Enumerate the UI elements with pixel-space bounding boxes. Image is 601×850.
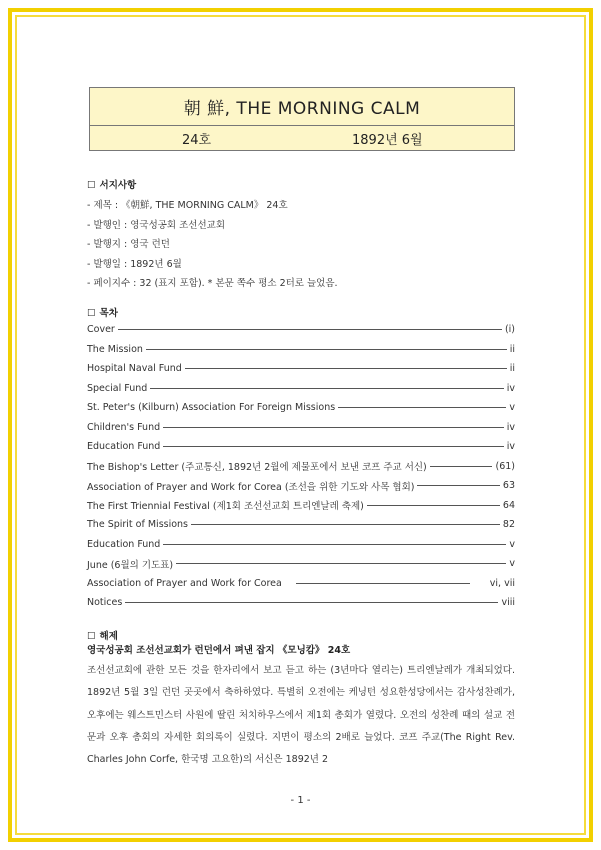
checkbox-icon: ☐ bbox=[87, 308, 96, 319]
toc-leader bbox=[417, 485, 499, 486]
toc-entry-title: Special Fund bbox=[87, 382, 148, 394]
bibliography-heading-label: 서지사항 bbox=[99, 180, 137, 191]
toc-entry-title: Cover bbox=[87, 324, 115, 336]
issue-date: 1892년 6월 bbox=[352, 132, 423, 148]
checkbox-icon: ☐ bbox=[87, 180, 96, 191]
toc-entry-title: Education Fund bbox=[87, 441, 161, 453]
toc-entry-page: 64 bbox=[502, 499, 515, 511]
toc-entry-title: The Spirit of Missions bbox=[87, 519, 189, 531]
title-box bbox=[89, 87, 515, 151]
toc-entry bbox=[87, 593, 515, 613]
bibliography-heading bbox=[87, 177, 136, 191]
toc-entry-page: iv bbox=[506, 421, 515, 433]
commentary-heading-label: 해제 bbox=[99, 631, 118, 642]
toc-entry-page: iv bbox=[506, 382, 515, 394]
table-of-contents bbox=[87, 320, 515, 613]
commentary-body: 조선선교회에 관한 모든 것을 한자리에서 보고 듣고 하는 (3년마다 열리는) 트리엔날레가 개최되었다. 1892년 5월 3일 런던 곳곳에서 축하하였다. 특별히 오전에는 케닝턴 성요한성당에서는 감사성찬례가, 오후에는 웨스트민스터 사원에 딸린 처치하우스에서 제1회 총회가 열렸다. 오전의 성찬례 때의 설교 전문과 오후 총회의 자세한 회의록이 실렸다. 지면이 평소의 2배로 늘었다. 코프 주교(The Right Rev. Charles John Corfe, 한국명 고요한)의 서신은 1892년 2 bbox=[87, 665, 515, 766]
toc-leader bbox=[163, 427, 504, 428]
checkbox-icon: ☐ bbox=[87, 631, 96, 642]
toc-leader bbox=[296, 583, 470, 584]
document-title: 朝 鮮, THE MORNING CALM bbox=[90, 88, 514, 126]
toc-entry-page: v bbox=[509, 558, 515, 570]
toc-entry bbox=[87, 398, 515, 418]
toc-entry-title: Education Fund bbox=[87, 538, 161, 550]
toc-leader bbox=[163, 544, 506, 545]
page-number: - 1 - bbox=[290, 795, 311, 806]
toc-entry bbox=[87, 340, 515, 360]
title-subrow bbox=[90, 126, 514, 150]
toc-entry bbox=[87, 574, 515, 594]
toc-leader bbox=[125, 602, 498, 603]
toc-entry-page: ii bbox=[509, 343, 515, 355]
toc-heading bbox=[87, 305, 118, 319]
toc-entry-page: vi, vii bbox=[489, 577, 515, 589]
commentary-title: 영국성공회 조선선교회가 런던에서 펴낸 잡지 《모닝캄》 24호 bbox=[87, 645, 351, 656]
toc-entry-page: (i) bbox=[504, 324, 515, 336]
bibliography-item: - 제목 : 《朝鮮, THE MORNING CALM》 24호 bbox=[87, 200, 288, 211]
bibliography-item: - 발행일 : 1892년 6월 bbox=[87, 258, 182, 270]
toc-entry-title: St. Peter's (Kilburn) Association For Foreign Missions bbox=[87, 402, 336, 414]
toc-leader bbox=[118, 329, 502, 330]
toc-entry-title: The Bishop's Letter (주교통신, 1892년 2월에 제물포에서 보낸 코프 주교 서신) bbox=[87, 462, 427, 474]
toc-entry bbox=[87, 515, 515, 535]
toc-entry bbox=[87, 418, 515, 438]
toc-entry-page: 82 bbox=[502, 519, 515, 531]
toc-entry-page: v bbox=[509, 538, 515, 550]
toc-leader bbox=[146, 349, 507, 350]
toc-entry bbox=[87, 320, 515, 340]
toc-leader bbox=[338, 407, 506, 408]
toc-entry bbox=[87, 437, 515, 457]
toc-entry-page: iv bbox=[506, 441, 515, 453]
toc-entry-title: The Mission bbox=[87, 343, 143, 355]
toc-entry-page: viii bbox=[501, 597, 515, 609]
commentary-heading bbox=[87, 628, 118, 642]
toc-entry bbox=[87, 457, 515, 477]
toc-entry-page: ii bbox=[509, 363, 515, 375]
bibliography-list bbox=[87, 196, 338, 294]
toc-entry bbox=[87, 359, 515, 379]
toc-entry-title: June (6월의 기도표) bbox=[87, 559, 174, 571]
toc-entry bbox=[87, 496, 515, 516]
toc-entry bbox=[87, 379, 515, 399]
toc-entry-title: Notices bbox=[87, 597, 123, 609]
toc-entry-title: Association of Prayer and Work for Corea (조선을 위한 기도와 사목 협회) bbox=[87, 481, 415, 493]
toc-entry bbox=[87, 476, 515, 496]
toc-leader bbox=[163, 446, 503, 447]
bibliography-item: - 페이지수 : 32 (표지 포함). * 본문 쪽수 평소 2터로 늘었음. bbox=[87, 278, 338, 289]
toc-leader bbox=[150, 388, 503, 389]
toc-entry-title: Hospital Naval Fund bbox=[87, 363, 182, 375]
toc-entry-title: The First Triennial Festival (제1회 조선선교회 트리엔날레 축제) bbox=[87, 501, 364, 513]
bibliography-item: - 발행지 : 영국 런던 bbox=[87, 239, 170, 250]
toc-entry-title: Children's Fund bbox=[87, 421, 161, 433]
bibliography-item: - 발행인 : 영국성공회 조선선교회 bbox=[87, 219, 226, 231]
toc-heading-label: 목차 bbox=[99, 308, 118, 319]
toc-entry bbox=[87, 535, 515, 555]
toc-leader bbox=[430, 466, 493, 467]
toc-entry-page: (61) bbox=[495, 460, 515, 472]
toc-leader bbox=[185, 368, 507, 369]
toc-entry-title: Association of Prayer and Work for Corea bbox=[87, 577, 282, 589]
issue-number: 24호 bbox=[182, 132, 212, 148]
toc-entry-page: v bbox=[509, 402, 515, 414]
toc-leader bbox=[176, 563, 506, 564]
toc-entry-page: 63 bbox=[502, 480, 515, 492]
toc-leader bbox=[191, 524, 500, 525]
toc-entry bbox=[87, 554, 515, 574]
toc-leader bbox=[367, 505, 500, 506]
